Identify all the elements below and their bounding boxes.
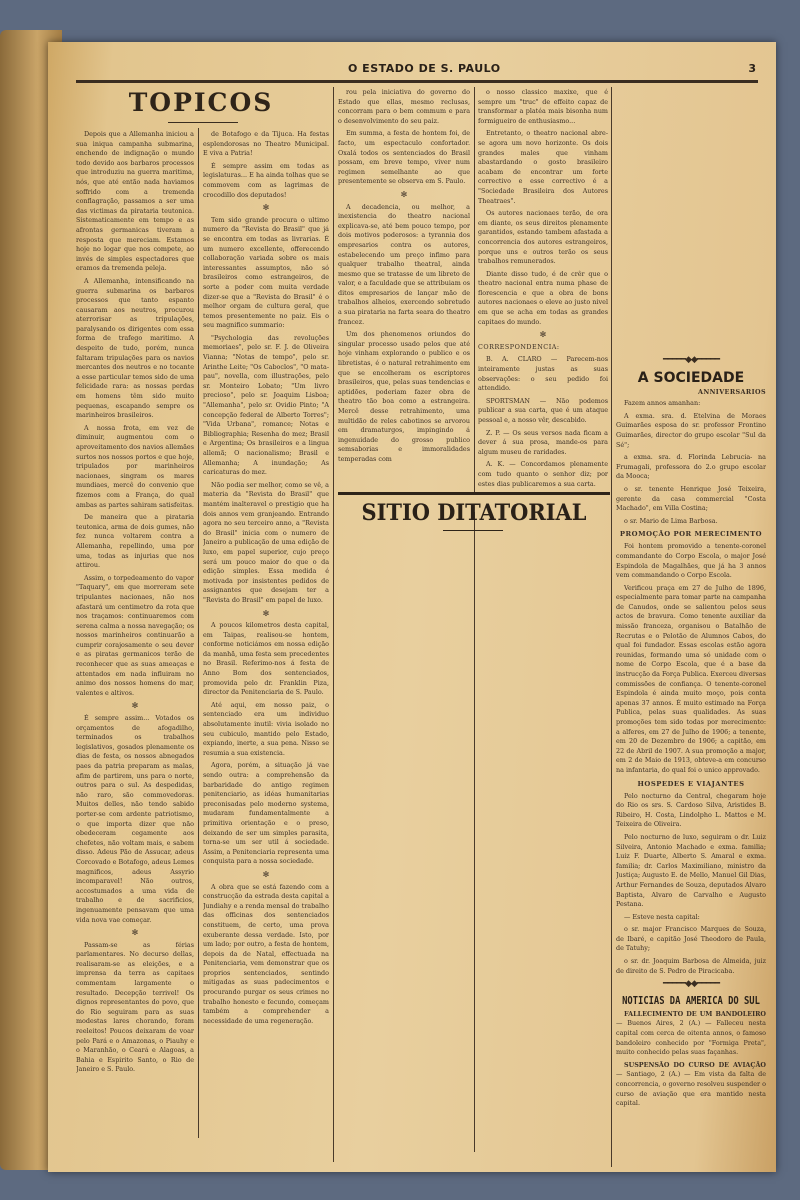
paragraph: Passam-se as férias parlamentares. No decurso dellas, realisaram-se as eleições, e a imprensa da terra as capitaes commentam largamente o resultado. Decepção terrivel! Os dignos representantes do povo, que do Rio seguiram para as suas modestas lares chorando, foram reeleitos! Poucos deixaram de voar pelo Pará e o Amazonas, o Piauhy e o Maranhão, o Ceará e Alagoas, a Bahia e Espirito Santo, o Rio de Janeiro e S. Paulo. bbox=[76, 940, 194, 1074]
news-headline: FALLECIMENTO DE UM BANDOLEIRO bbox=[624, 1009, 766, 1018]
paragraph: Até aqui, em nosso paiz, o sentenciado era um individuo absolutamente inutil: vivia isolado no seu cubiculo, mantido pelo Estado, expiando, inerte, a sua pena. Nisso se resumia a sua existencia. bbox=[203, 700, 329, 757]
section-star: ✻ bbox=[262, 203, 270, 213]
paragraph: De maneira que a pirataria teutonica, arma de dois gumes, não fez nunca voltarem contra a Allemanha, repellindo, uma por uma, todas as injurias que nos attirou. bbox=[76, 513, 194, 570]
topicos-column-4 bbox=[478, 88, 608, 488]
masthead: O ESTADO DE S. PAULO bbox=[348, 62, 501, 75]
topicos-title: TOPICOS bbox=[128, 88, 274, 117]
paragraph: A obra que se está fazendo com a construcção da estrada desta capital a Jundiahy e a renda mensal do trabalho das officinas dos sentenciados constituem, de certo, uma prova exuberante dessa verdade. Isto, por um lado; por outro, a festa de hontem, depois da de Natal, effectuada na Penitenciaria, vem demonstrar que os proprios sentenciados, sentindo mitigadas as suas padecimentos e procurando purgar os seus crimes no trabalho honesto e fecundo, começam também a comprehender a necessidade de uma regeneração. bbox=[203, 882, 329, 1025]
paragraph: Entretanto, o theatro nacional abre-se agora um novo horizonte. Os dois grandes males que vinham abastardando o gosto brasileiro acabam de encontrar um forte correctivo e esse correctivo é a "Sociedade Brasileira dos Autores Theatraes". bbox=[478, 129, 608, 205]
paragraph: Pelo nocturno de luxo, seguiram o dr. Luiz Silveira, Antonio Machado e exma. familia; Luiz F. Duarte, Alberto S. Amaral e exma. familia; dr. Carlos Maximiliano, ministro da Justiça; Augusto E. de Mello, Manuel Gil Dias, Arthur Fernandes de Souza, deputados Alvaro Baptista, Alvaro de Carvalho e Augusto Pestana. bbox=[616, 832, 766, 909]
paragraph: Foi hontem promovido a tenente-coronel commandante do Corpo Escola, o major José Espindola de Magalhães, que já ha 3 annos vem commandando o Corpo Escola. bbox=[616, 542, 766, 580]
column-divider bbox=[474, 87, 475, 492]
correspondencia-title: CORRESPONDENCIA: bbox=[478, 342, 560, 351]
title-underline bbox=[443, 530, 503, 531]
paragraph: rou pela iniciativa do governo do Estado que ellas, mesmo reclusas, concorram para o bem commum e para o desenvolvimento do seu paiz. bbox=[338, 88, 470, 125]
ornament: ━━━━━◆◆━━━━━ bbox=[662, 355, 720, 365]
paragraph: A. K. — Concordamos plenamente com tudo quanto o senhor diz; por estes dias publicaremos a sua carta. bbox=[478, 460, 608, 488]
paragraph: o nosso classico maxixe, que é sempre um "truc" de effeito capaz de transformar a platéa mais bisonha num formigueiro de enthusiasmo... bbox=[478, 88, 608, 125]
right-column bbox=[616, 352, 766, 1162]
ornament: ━━━━━◆◆━━━━━ bbox=[662, 979, 720, 990]
paragraph: Um dos phenomenos oriundos do singular processo usado pelos que até hoje vinham explorando o publico e os libretistas, é o natural retrahimento em que se encolheram os escriptores brasileiros, que, pelas suas tendencias e aptidões, poderiam fazer obra de theatro tão boa como a estrangeira. Mercê desse retrahimento, uma multidão de reles cabotinos se arvorou em dramaturgos, impingindo á ingenuidade do grosso publico semsaborias e immoralidades temperadas com bbox=[338, 330, 470, 463]
paragraph: Agora, porém, a situação já vae sendo outra: a comprehensão da barbaridade do antigo regimen penitenciario, as idéas humanitarias preconisadas pelo moderno systema, mudaram fundamentalmente a primitiva orientação e o preso, deixando de ser um simples parasita, torna-se um ser util á sociedade. Assim, a Penitenciaria representa uma conquista para a nossa sociedade. bbox=[203, 761, 329, 866]
column-divider bbox=[474, 512, 475, 1152]
newspaper-page bbox=[48, 42, 776, 1172]
column-divider bbox=[198, 128, 199, 1138]
section-star: ✻ bbox=[131, 928, 139, 938]
section-star: ✻ bbox=[400, 189, 408, 199]
anniversarios-title: ANNIVERSARIOS bbox=[697, 387, 766, 396]
sociedade-title: A SOCIEDADE bbox=[637, 369, 745, 386]
sitio-rule bbox=[338, 492, 610, 495]
sitio-ditatorial-title: SITIO DITATORIAL bbox=[361, 500, 587, 526]
paragraph: Depois que a Allemanha iniciou a sua iniqua campanha submarina, enchendo de indignação o mundo todo devido aos barbaros processos que introduziu na guerra maritima, nós, que até então nada haviamos soffrido com a tremenda conflagração, passamos a ser uma das victimas da pirataria teutonica. Sistematicamente em tempo e as afrontas germanicas tiveram a resposta que mereciam. Estamos hoje no logar que nos compete, ao invés de simples espectadores que eramos da tremenda peleja. bbox=[76, 130, 194, 273]
paragraph: o sr. dr. Joaquim Barbosa de Almeida, juiz de direito de S. Pedro de Piracicaba. bbox=[616, 957, 766, 975]
paragraph: A poucos kilometros desta capital, em Taipas, realisou-se hontem, conforme noticiámos em nossa edição da manhã, uma festa sem precedentes no Brasil. Referimo-nos á festa de Anno Bom dos sentenciados, promovida pelo dr. Franklin Piza, director da Penitenciaria de S. Paulo. bbox=[203, 621, 329, 697]
paragraph: A decadencia, ou melhor, a inexistencia do theatro nacional explicava-se, até bem pouco tempo, por dois motivos poderosos: a tyrannia dos empresarios contra os autores, estabelecendo um preço infimo para qualquer trabalho theatral, ainda mesmo que se tratasse de um libreto de valor, e a faculdade que se attribuiam os ditos empresarios de lançar mão de trabalhos alheios, exercendo sobretudo a sua pirataria na farta seara do theatro francez. bbox=[338, 202, 470, 326]
paragraph: Pelo nocturno da Central, chegaram hoje do Rio os srs. S. Cardoso Silva, Aristides B. Ribeiro, H. Costa, Lindolpho L. Mattos e M. Teixeira de Oliveira. bbox=[616, 791, 766, 829]
topicos-column-1 bbox=[76, 130, 194, 1140]
news-text: — Santiago, 2 (A.) — Em vista da falta de concorrencia, o governo resolveu suspender o curso de aviação que era mantido nesta capital. bbox=[616, 1070, 766, 1108]
title-underline bbox=[168, 122, 238, 123]
paragraph: Fazem annos amanhan: bbox=[624, 399, 701, 408]
paragraph: Os autores nacionaes terão, de ora em diante, os seus direitos plenamente garantidos, estando tambem afastada a concorrencia dos autores estrangeiros, porque uns e outros terão os seus trabalhos remunerados. bbox=[478, 209, 608, 266]
paragraph: Verificou praça em 27 de Julho de 1896, especialmente para tomar parte na campanha de Canudos, onde se salientou pelos seus actos de bravura. Como tenente auxiliar da missão franceza, organisou o Batalhão de Recrutas e o Pelotão de Alumnos Cabos, do qual foi fundador. Essas escolas estão agora reunidas, formando uma só unidade com o nome de Corpo Escola, que é a base da instrucção da Força Publica. Exerceu diversas commissões de confiança. O tenente-coronel Espindola é ainda muito moço, pois conta apenas 37 annos. É muito estimado na Força Publica, pelas suas qualidades. As suas promoções tem sido todas por merecimento: a alferes, em 27 de Julho de 1906; a tenente, em 20 de Dezembro de 1906; a capitão, em 22 de Abril de 1907. A sua promoção a major, em 2 de Maio de 1913, obteve-a em concurso na infantaria, do qual foi o unico approvado. bbox=[616, 583, 766, 774]
paragraph: o sr. major Francisco Marques de Souza, de Ibaré, e capitão José Theodoro de Paula, de Tatuhy; bbox=[616, 925, 766, 953]
paragraph: Tem sido grande procura o ultimo numero da "Revista do Brasil" que já se encontra em todas as livrarias. É um numero excellente, offerecendo collaboração variada sobre os mais interessantes assumptos, não só brasileiros como estrangeiros, de sorte a poder com muita verdade dizer-se que a "Revista do Brasil" é o melhor orgam de cultura geral, que temos presentemente no paiz. Eis o seu magnifico summario: bbox=[203, 215, 329, 330]
paragraph: Diante disso tudo, é de crêr que o theatro nacional entra numa phase de florescencia e que a obra de bons autores nacionaes o eleve ao justo nivel em que se acha em todas as grandes capitaes do mundo. bbox=[478, 269, 608, 326]
news-text: — Buenos Aires, 2 (A.) — Falleceu nesta capital com cerca de oitenta annos, o famoso bandoleiro conhecido por "Formiga Preta", muito conhecido pelas suas façanhas. bbox=[616, 1019, 766, 1057]
paragraph: A Allemanha, intensificando na guerra submarina os barbaros processos que tanto espanto causaram aos neutros, procurou aterrorisar as tripulações, paralysando os dirigentes com essa forma de trafego maritimo. A despeito de tudo, porém, nunca faltaram tripulações para os navios mercantes dos neutros e no tocante a esse particular temos sido de uma felicidade rara: as nossas perdas em homens têm sido muito pequenas, escapando sempre os marinheiros brasileiros. bbox=[76, 276, 194, 420]
section-star: ✻ bbox=[539, 330, 547, 340]
paragraph: B. A. CLARO — Parecem-nos inteiramente justas as suas observações: o seu pedido foi attendido. bbox=[478, 355, 608, 393]
paragraph: o sr. Mario de Lima Barbosa. bbox=[624, 516, 718, 525]
topicos-column-3 bbox=[338, 88, 470, 488]
paragraph: o sr. tenente Henrique José Teixeira, gerente da casa commercial "Costa Machado", em Villa Costina; bbox=[616, 484, 766, 513]
paragraph: a exma. sra. d. Florinda Lebrucia- na Frumagali, professora do 2.o grupo escolar da Mooca; bbox=[616, 453, 766, 481]
promocao-title: PROMOÇÃO POR MERECIMENTO bbox=[619, 530, 763, 539]
paragraph: A exma. sra. d. Etelvina de Moraes Guimarães esposa do sr. professor Frontino Guimarães, director do grupo escolar "Sul da Sé"; bbox=[616, 411, 766, 449]
paragraph: É sempre assim em todas as legislaturas... E ha ainda tolhas que se commovem com as lagrimas de crocodillo dos deputados! bbox=[203, 161, 329, 199]
topicos-column-2 bbox=[203, 130, 329, 1158]
section-star: ✻ bbox=[262, 869, 270, 879]
paragraph: "Psychologia das revoluções memoriaes", pelo sr. F. J. de Oliveira Vianna; "Notas de tempo", pelo sr. Arinthe Leite; "Os Caboclos", "O mata-pau", novella, com illustrações, pelo sr. Monteiro Lobato; "Um livro precioso", pelo sr. Joaquim Lisboa; "Allemanha", pelo sr. Ovidio Pinto; "A concepção federal de Alberto Torres"; "Vida Urbana", romance; Notas e Bibliographia; Resenha do mez; Brasil e Argentina; Os brasileiros e a lingua allemã; O nacionalismo; Brasil e Allemanha; A inundação; As caricaturas do mez. bbox=[203, 333, 329, 477]
header-rule bbox=[76, 80, 758, 83]
paragraph: — Esteve nesta capital: bbox=[624, 912, 700, 921]
paragraph: Em summa, a festa de hontem foi, de facto, um espectaculo confortador. Oxalá todos os sentenciados do Brasil possam, em breve tempo, viver num regimen semelhante ao que presentemente se observa em S. Paulo. bbox=[338, 129, 470, 186]
news-headline: SUSPENSÃO DO CURSO DE AVIAÇÃO bbox=[624, 1060, 766, 1069]
paragraph: Z. P. — Os seus versos nada ficam a dever á sua prosa, mande-os para algum museu de raridades. bbox=[478, 428, 608, 456]
hospedes-title: HOSPEDES E VIAJANTES bbox=[637, 779, 745, 788]
column-divider bbox=[333, 87, 334, 1162]
noticias-title: NOTICIAS DA AMERICA DO SUL bbox=[622, 993, 760, 1007]
paragraph: Não podia ser melhor, como se vê, a materia da "Revista do Brasil" que mantém inalteravel o prestigio que ha dois annos vem granjeando. Entrando agora no seu terceiro anno, a "Revista do Brasil" inicia com o numero de Janeiro a publicação de uma edição de luxo, em papel superior, cujo preço será um pouco maior do que o da edição simples. Essa medida é motivada por insistentes pedidos de assignantes que desejam ter a "Revista do Brasil" em papel de luxo. bbox=[203, 480, 329, 604]
page-number: 3 bbox=[748, 62, 756, 75]
paragraph: SPORTSMAN — Não podemos publicar a sua carta, que é um ataque pessoal e, a nosso vêr, descabido. bbox=[478, 396, 608, 424]
paragraph: A nossa frota, em vez de diminuir, augmentou com o aproveitamento dos navios allemães surtos nos nossos portos e que hoje, tripulados por marinheiros nacionaes, singram os mares mundiaes, mercê do convenio que fizemos com a França, do qual ambas as partes sahiram satisfeitas. bbox=[76, 423, 194, 509]
paragraph: Assim, o torpedeamento do vapor "Taquary", em que morreram sete tripulantes nacionaes, não nos afastará um centimetro da rota que nos traçamos: continuaremos com serena calma a nossa navegação; os nossos marinheiros continuarão a cumprir corajosamente o seu dever e as piratas germanicos terão de reconhecer que as suas ameaças e attentados em nada influiram no animo dos nossos homens do mar, valentes e altivos. bbox=[76, 573, 194, 697]
column-divider bbox=[611, 87, 612, 1167]
section-star: ✻ bbox=[262, 608, 270, 618]
section-star: ✻ bbox=[131, 701, 139, 711]
paragraph: de Botafogo e da Tijuca. Ha festas esplendorosas no Theatro Municipal. E viva a Patria! bbox=[203, 130, 329, 158]
paragraph: É sempre assim... Votados os orçamentos de afogadilho, terminados os trabalhos legislativos, gosados plenamente os dias de festa, os nossos abnegados paes da patria preparam as malas, afim de partirem, uns para o norte, outros para o sul. As despedidas, não raro, são commovedoras. Muitos delles, não tendo sabido porter-se com ardente patriotismo, o que importa dizer que não obedeceram cegamente aos chefetes, não voltam mais, e sabem disso. Adeus Pão de Assucar, adeus Corcovado e Botafogo, adeus Lemes magnificos, adeus Assyrio incomparavel! Não outros, accostumados a uma vida de trabalho e de sacrificios, ingenuamente pensavam que uma vida nova vae começar. bbox=[76, 714, 194, 924]
